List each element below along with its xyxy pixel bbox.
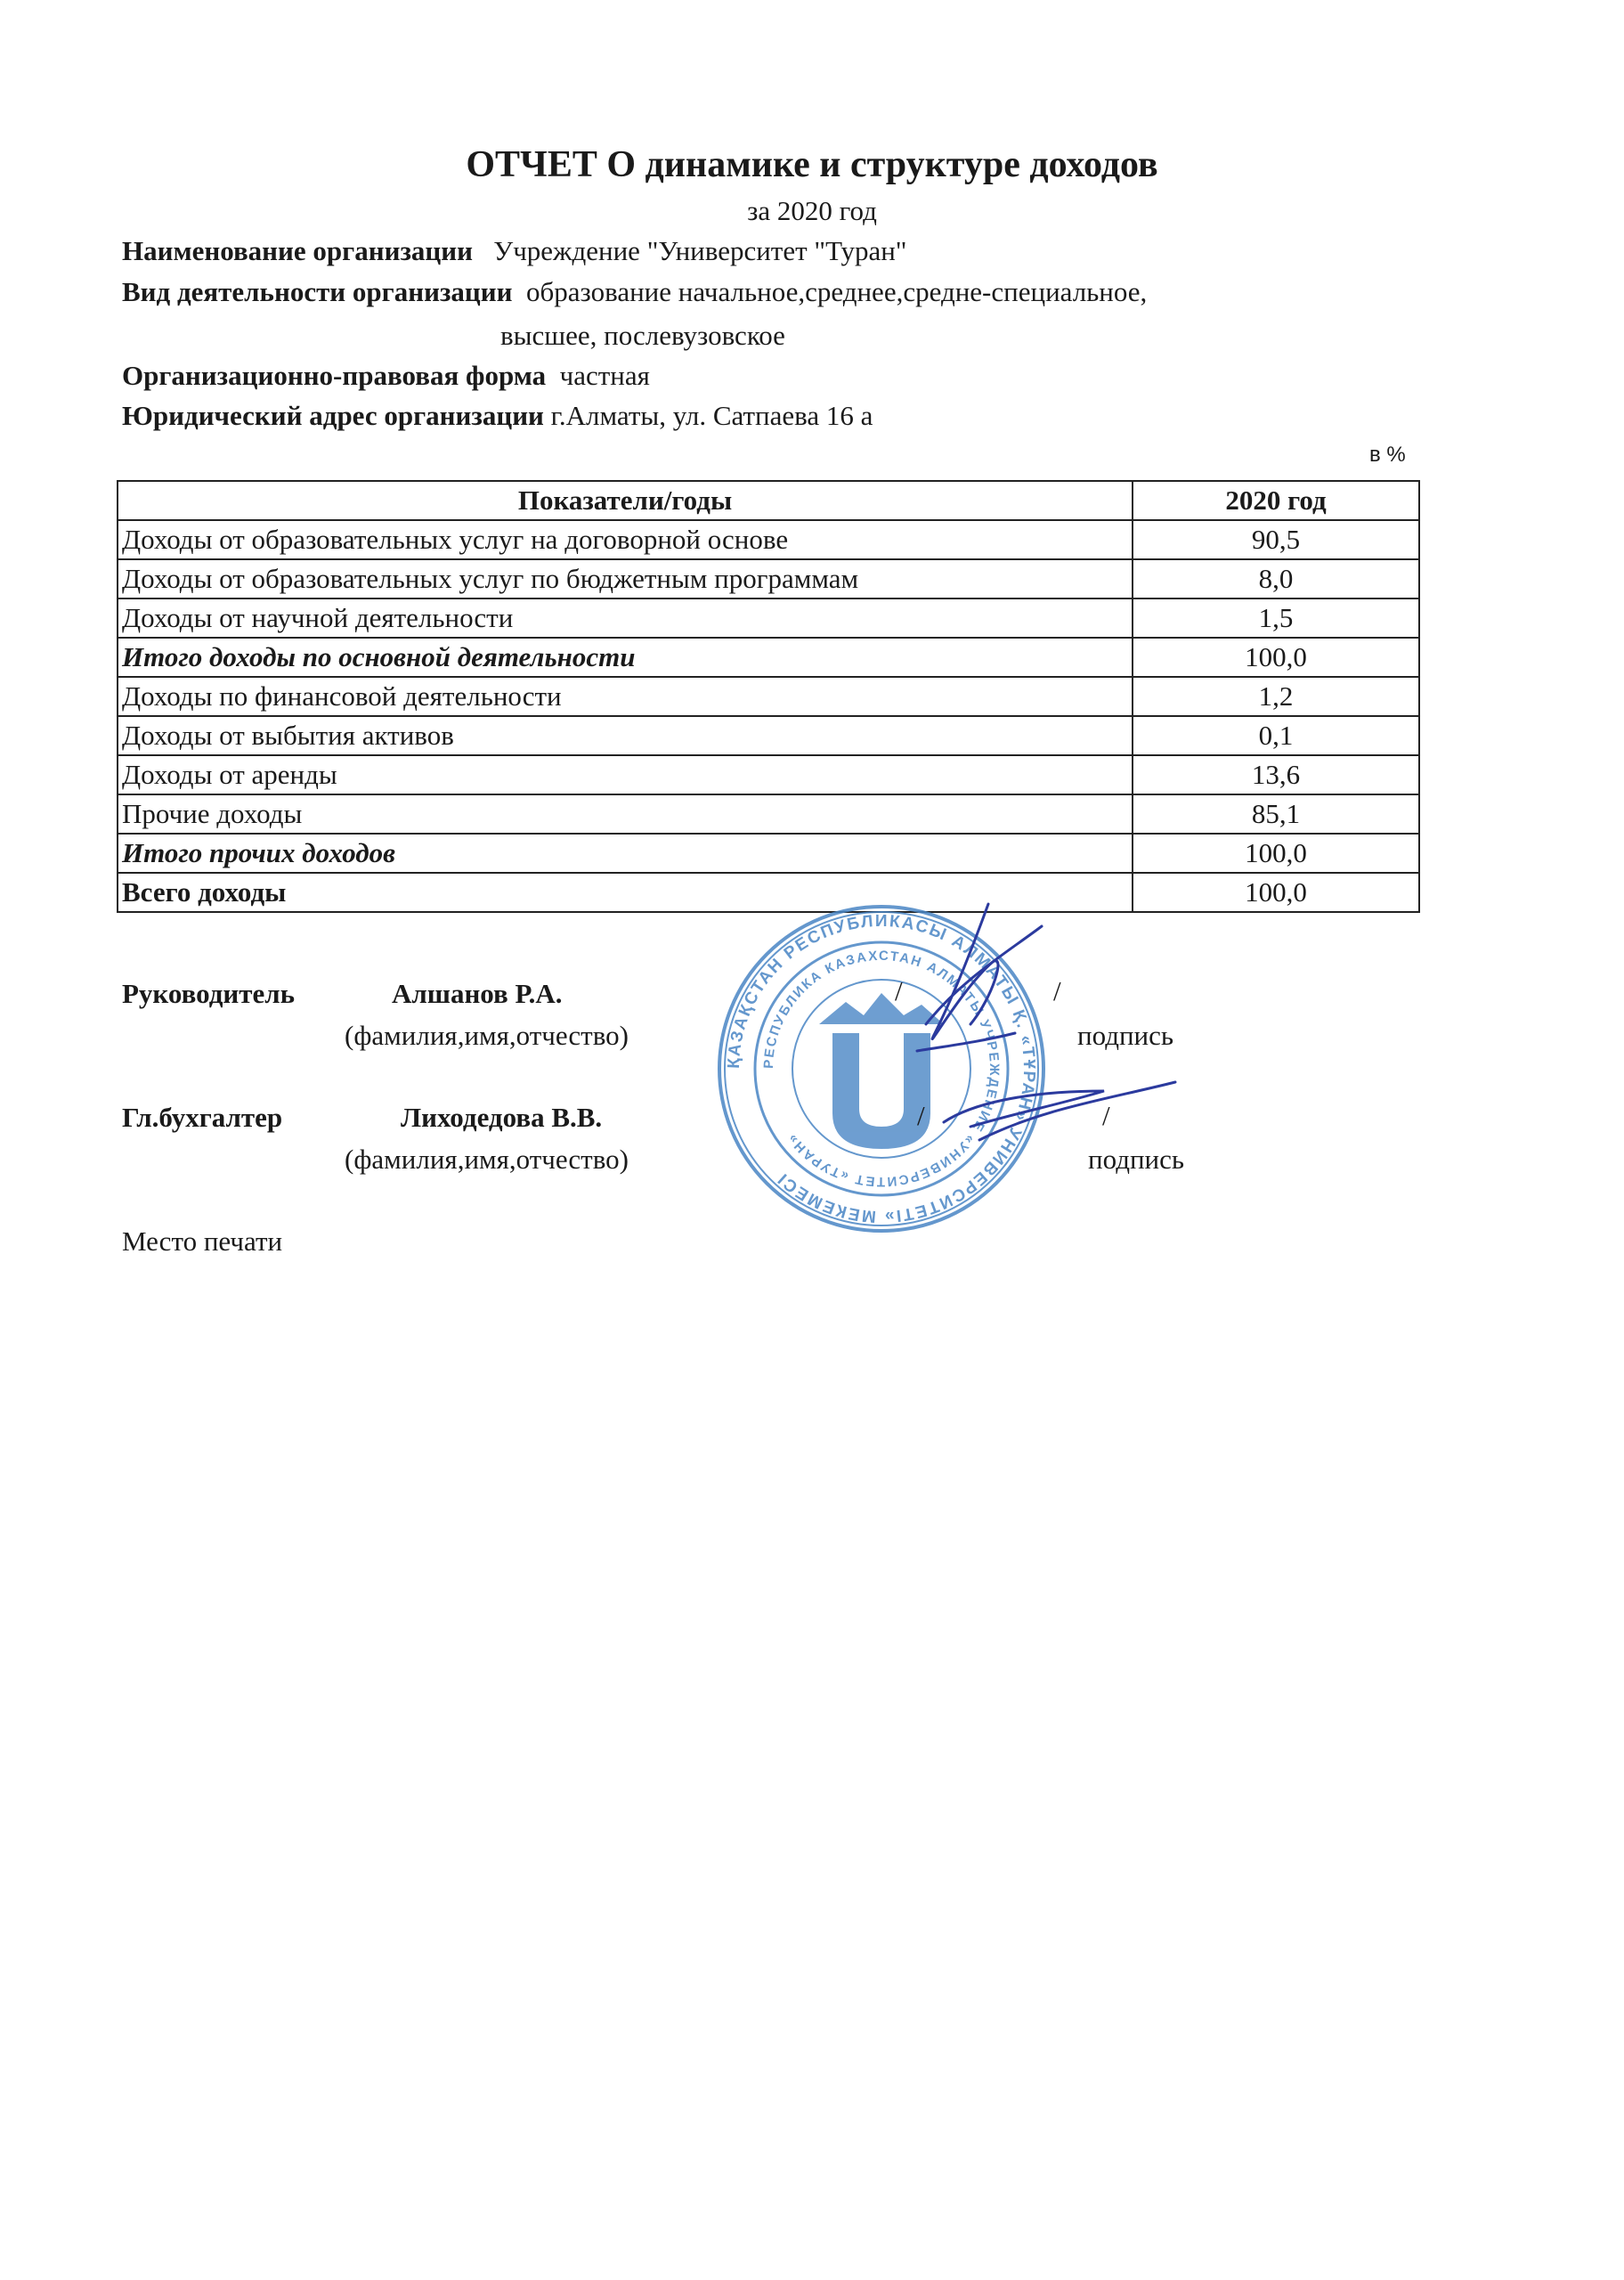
table-row [118,794,1419,834]
report-title: ОТЧЕТ О динамике и структуре доходов [466,144,1158,185]
accountant-name: Лиходедова В.В. [401,1102,603,1133]
row-value: 13,6 [1133,755,1419,794]
row-name: Доходы от образовательных услуг на договорной основе [118,520,1133,559]
income-table [117,480,1420,913]
table-unit: в % [1369,443,1406,467]
org-activity-value: образование начальное,среднее,средне-специальное, [526,276,1148,307]
row-value: 1,2 [1133,677,1419,716]
row-value: 100,0 [1133,834,1419,873]
row-name: Итого доходы по основной деятельности [118,638,1133,677]
report-period: за 2020 год [747,195,877,226]
table-row [118,755,1419,794]
row-name: Доходы по финансовой деятельности [118,677,1133,716]
stamp-outer-text: ҚАЗАҚСТАН РЕСПУБЛИКАСЫ АЛМАТЫ Қ. «ТҰРАН» УНИВЕРСИТЕТІ» МЕКЕМЕСІ [724,911,1039,1226]
row-name: Доходы от аренды [118,755,1133,794]
head-slash-left: / [895,975,903,1006]
table-row [118,598,1419,638]
row-value: 100,0 [1133,873,1419,912]
row-value: 90,5 [1133,520,1419,559]
row-value: 0,1 [1133,716,1419,755]
row-name: Доходы от образовательных услуг по бюджетным программам [118,559,1133,598]
org-activity-line [122,273,1147,311]
header-year: 2020 год [1133,481,1419,520]
head-role: Руководитель [122,978,296,1009]
org-name-label: Наименование организации [122,235,473,266]
row-name: Доходы от выбытия активов [118,716,1133,755]
table-row [118,677,1419,716]
table-row [118,520,1419,559]
org-activity-label: Вид деятельности организации [122,276,513,307]
row-name: Доходы от научной деятельности [118,598,1133,638]
head-name: Алшанов Р.А. [392,978,563,1009]
accountant-fio-caption: (фамилия,имя,отчество) [345,1144,629,1175]
org-address-value: г.Алматы, ул. Сатпаева 16 а [550,400,873,431]
accountant-slash-right: / [1102,1100,1110,1131]
accountant-slash-left: / [917,1100,925,1131]
table-row [118,559,1419,598]
row-value: 8,0 [1133,559,1419,598]
org-address-label: Юридический адрес организации [122,400,544,431]
row-value: 100,0 [1133,638,1419,677]
head-signature-caption: подпись [1077,1020,1174,1051]
org-name-line [122,232,906,270]
head-slash-right: / [1053,975,1061,1006]
org-form-label: Организационно-правовая форма [122,360,547,391]
org-activity-value-continued: высшее, послевузовское [500,320,785,351]
seal-place-label: Место печати [122,1226,283,1257]
row-name: Итого прочих доходов [118,834,1133,873]
table-row-subtotal [118,834,1419,873]
org-name-value: Учреждение "Университет "Туран" [493,235,907,266]
row-value: 1,5 [1133,598,1419,638]
accountant-role: Гл.бухгалтер [122,1102,283,1133]
org-address-line [122,397,873,435]
row-name: Всего доходы [118,873,1133,912]
org-form-value: частная [559,360,650,391]
accountant-signature-caption: подпись [1088,1144,1185,1175]
head-fio-caption: (фамилия,имя,отчество) [345,1020,629,1051]
row-value: 85,1 [1133,794,1419,834]
table-row-subtotal [118,638,1419,677]
org-form-line [122,357,650,395]
header-indicator: Показатели/годы [118,481,1133,520]
table-header-row [118,481,1419,520]
stamp-inner-text: РЕСПУБЛИКА КАЗАХСТАН АЛМАТЫ УЧРЕЖДЕНИЕ «УНИВЕРСИТЕТ «ТУРАН» [760,948,1003,1190]
table-row [118,716,1419,755]
row-name: Прочие доходы [118,794,1133,834]
